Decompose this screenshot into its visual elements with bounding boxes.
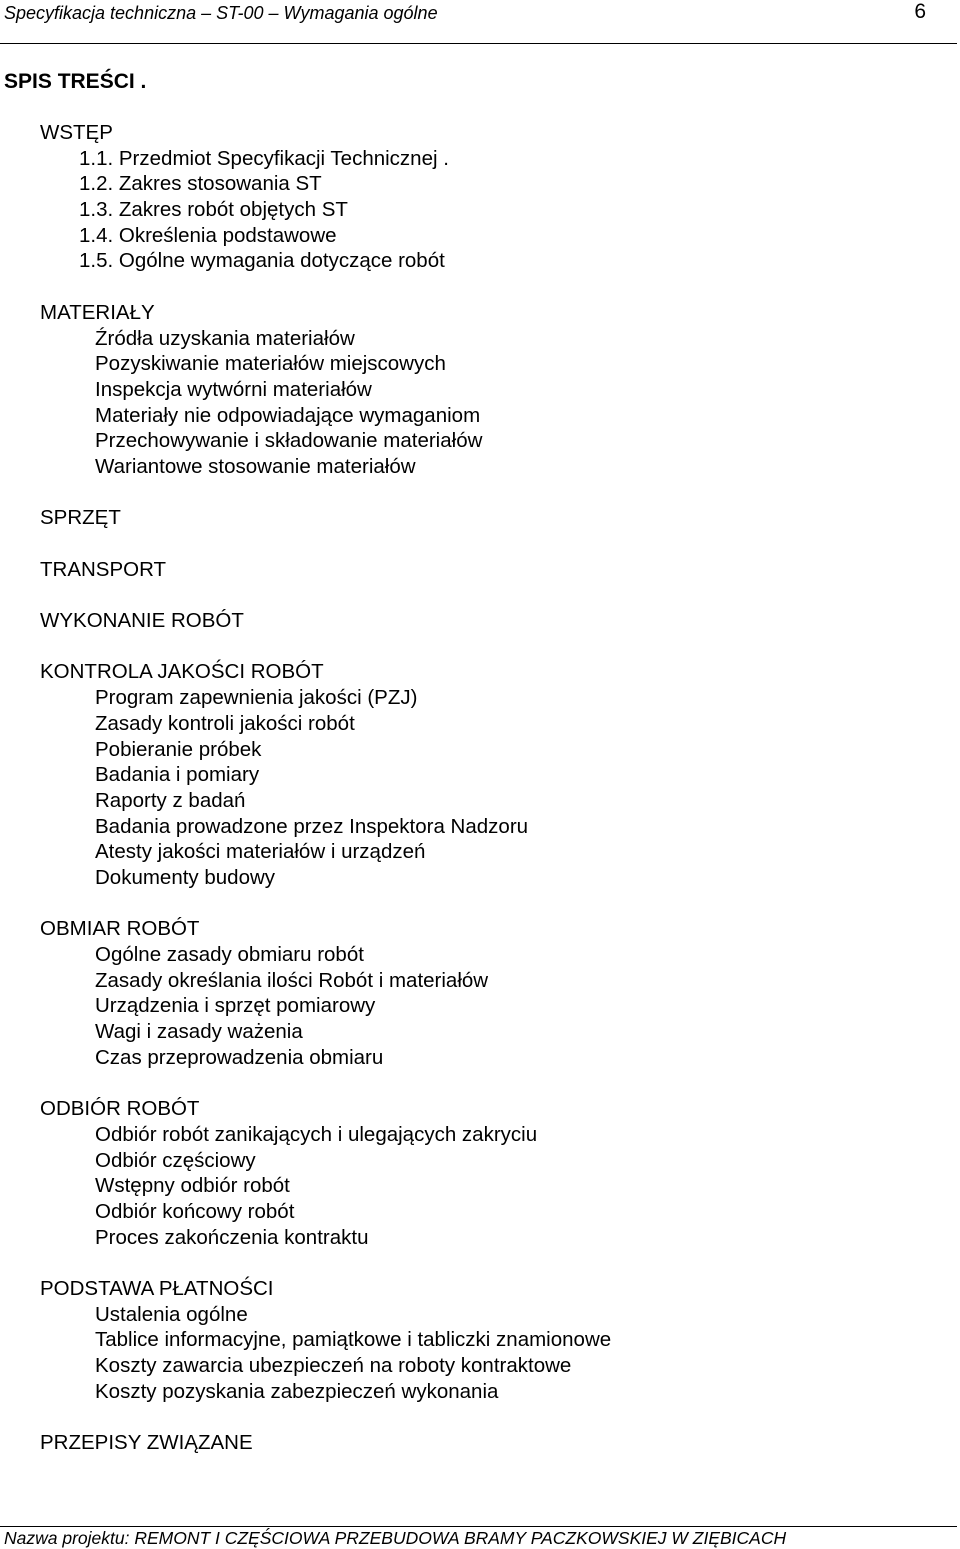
section-title: WSTĘP bbox=[40, 121, 113, 144]
section-title: ODBIÓR ROBÓT bbox=[40, 1097, 200, 1121]
toc-title: SPIS TREŚCI . bbox=[4, 70, 147, 93]
table-of-contents bbox=[0, 120, 960, 1456]
section-title: MATERIAŁY bbox=[40, 300, 155, 324]
toc-item: Proces zakończenia kontraktu bbox=[95, 1225, 369, 1249]
toc-item: 1.2. Zakres stosowania ST bbox=[79, 172, 322, 196]
section-title: PRZEPISY ZWIĄZANE bbox=[40, 1431, 253, 1455]
toc-item: Atesty jakości materiałów i urządzeń bbox=[95, 840, 426, 864]
toc-item: 1.5. Ogólne wymagania dotyczące robót bbox=[79, 249, 445, 273]
page-header bbox=[0, 0, 960, 44]
toc-item: Ogólne zasady obmiaru robót bbox=[95, 943, 364, 966]
section-title: OBMIAR ROBÓT bbox=[40, 917, 200, 941]
toc-item: Wariantowe stosowanie materiałów bbox=[95, 454, 416, 478]
toc-item: Pobieranie próbek bbox=[95, 737, 262, 761]
toc-item: Koszty zawarcia ubezpieczeń na roboty kontraktowe bbox=[95, 1354, 572, 1377]
toc-item: Wstępny odbiór robót bbox=[95, 1174, 290, 1198]
page-number: 6 bbox=[914, 0, 926, 23]
toc-item: Koszty pozyskania zabezpieczeń wykonania bbox=[95, 1379, 499, 1403]
toc-item: Raporty z badań bbox=[95, 788, 246, 812]
toc-item: Wagi i zasady ważenia bbox=[95, 1020, 303, 1044]
toc-item: Zasady określania ilości Robót i materiałów bbox=[95, 968, 489, 992]
toc-item: Ustalenia ogólne bbox=[95, 1302, 248, 1326]
toc-item: Czas przeprowadzenia obmiaru bbox=[95, 1045, 384, 1069]
section-title: WYKONANIE ROBÓT bbox=[40, 609, 244, 633]
section-title: KONTROLA JAKOŚCI ROBÓT bbox=[40, 660, 324, 684]
section-title: PODSTAWA PŁATNOŚCI bbox=[40, 1276, 274, 1300]
toc-item: Dokumenty budowy bbox=[95, 865, 276, 889]
toc-item: Przechowywanie i składowanie materiałów bbox=[95, 429, 483, 453]
toc-item: Badania i pomiary bbox=[95, 763, 260, 787]
toc-item: 1.3. Zakres robót objętych ST bbox=[79, 198, 348, 222]
toc-item: 1.1. Przedmiot Specyfikacji Technicznej . bbox=[79, 146, 449, 170]
section-title: SPRZĘT bbox=[40, 506, 121, 530]
toc-item: Tablice informacyjne, pamiątkowe i tabliczki znamionowe bbox=[95, 1328, 612, 1352]
toc-item: Odbiór częściowy bbox=[95, 1148, 256, 1172]
toc-item: Odbiór robót zanikających i ulegających zakryciu bbox=[95, 1122, 538, 1146]
header-title: Specyfikacja techniczna – ST-00 – Wymagania ogólne bbox=[4, 3, 438, 23]
page-footer: Nazwa projektu: REMONT I CZĘŚCIOWA PRZEBUDOWA BRAMY PACZKOWSKIEJ W ZIĘBICACH bbox=[4, 1528, 787, 1548]
toc-item: Odbiór końcowy robót bbox=[95, 1199, 295, 1223]
toc-item: Pozyskiwanie materiałów miejscowych bbox=[95, 352, 446, 376]
toc-item: Zasady kontroli jakości robót bbox=[95, 711, 355, 735]
toc-item: Urządzenia i sprzęt pomiarowy bbox=[95, 994, 376, 1018]
toc-item: 1.4. Określenia podstawowe bbox=[79, 223, 337, 247]
toc-item: Badania prowadzone przez Inspektora Nadzoru bbox=[95, 814, 529, 838]
toc-item: Inspekcja wytwórni materiałów bbox=[95, 377, 372, 401]
toc-item: Źródła uzyskania materiałów bbox=[95, 326, 355, 350]
section-title: TRANSPORT bbox=[40, 557, 167, 581]
toc-item: Program zapewnienia jakości (PZJ) bbox=[95, 686, 418, 710]
toc-item: Materiały nie odpowiadające wymaganiom bbox=[95, 403, 481, 427]
header-rule bbox=[0, 43, 957, 44]
